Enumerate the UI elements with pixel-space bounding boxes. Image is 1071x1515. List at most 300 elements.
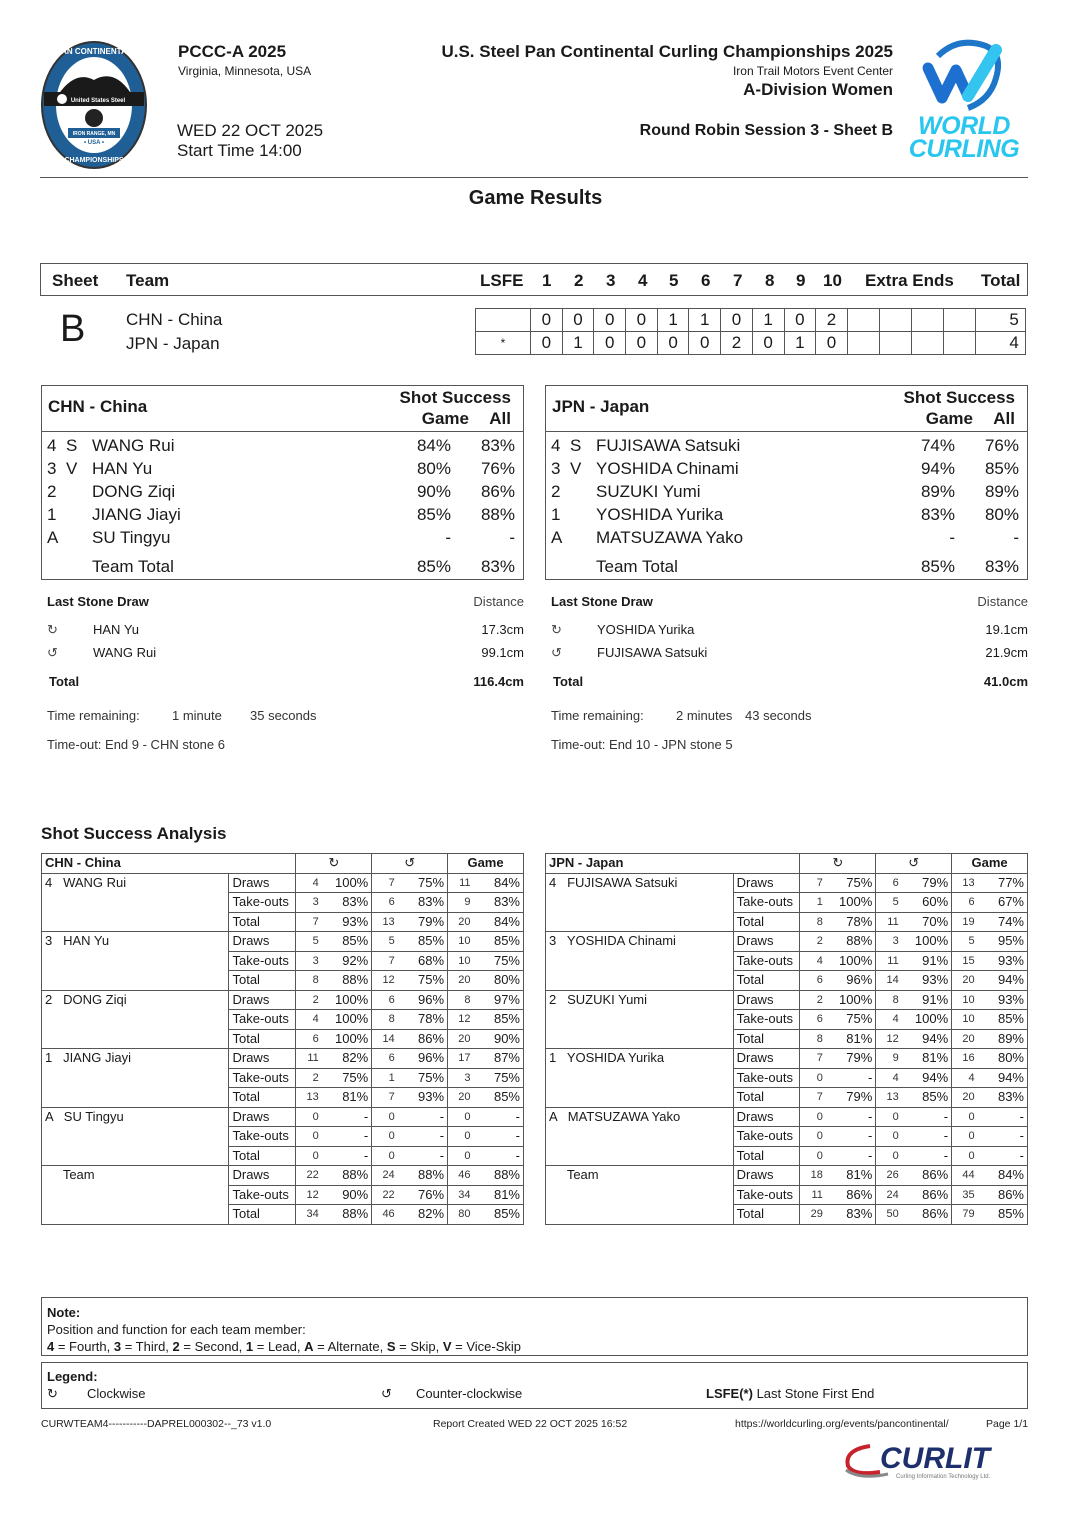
shot-pct: 88% [474,1166,524,1186]
shot-pct: 96% [398,1049,448,1069]
event-url[interactable]: https://worldcurling.org/events/pancontinental/ [735,1418,949,1430]
event-location: Virginia, Minnesota, USA [178,64,312,78]
shot-count: 0 [876,1146,902,1166]
shot-count: 7 [372,873,398,893]
shot-success-header: Shot Success Game All [399,388,511,428]
shot-count: 17 [448,1049,474,1069]
shot-count: 8 [800,1029,826,1049]
shot-pct: 88% [322,1205,372,1225]
ssa-player-name: 2 DONG Ziqi [42,990,229,1049]
shot-type: Take-outs [229,893,296,913]
col-end-10: 10 [823,271,842,290]
shot-type: Take-outs [733,893,800,913]
end-score: 1 [657,309,689,332]
shot-count: 20 [952,971,978,991]
ssa-row [546,1166,1028,1186]
counter-clockwise-icon: ↺ [876,854,952,874]
shot-count: 18 [800,1166,826,1186]
end-score: 1 [784,332,816,355]
shot-count: 11 [800,1185,826,1205]
shot-pct: 67% [978,893,1028,913]
shot-count: 0 [952,1107,978,1127]
ssa-player-name: Team [42,1166,229,1225]
shot-count: 20 [448,1029,474,1049]
shot-count: 0 [296,1127,322,1147]
legend-box [41,1362,1028,1409]
shot-pct: 75% [398,971,448,991]
shot-pct: 75% [398,873,448,893]
shot-pct: 79% [398,912,448,932]
shot-type: Total [733,1146,800,1166]
shot-pct: - [978,1107,1028,1127]
ssa-team-header: JPN - Japan [546,854,800,874]
event-code: PCCC-A 2025 [178,42,287,61]
shot-count: 0 [800,1107,826,1127]
shot-count: 19 [952,912,978,932]
shot-count: 15 [952,951,978,971]
shot-type: Total [733,1088,800,1108]
shot-count: 6 [372,893,398,913]
shot-count: 12 [372,971,398,991]
end-score: 0 [594,332,626,355]
shot-count: 0 [372,1146,398,1166]
clockwise-icon: ↻ [551,622,562,637]
shot-count: 35 [952,1185,978,1205]
game-header: Game [952,854,1028,874]
shot-count: 4 [800,951,826,971]
total-score: 4 [975,332,1025,355]
shot-type: Total [733,912,800,932]
shot-type: Draws [229,990,296,1010]
shot-count: 50 [876,1205,902,1225]
note-line: Position and function for each team member: [47,1322,306,1337]
ssa-row [42,1049,524,1069]
end-score: 0 [626,332,658,355]
pan-continental-logo-icon [40,40,148,170]
shot-count: 0 [296,1107,322,1127]
game-header: Game [448,854,524,874]
shot-pct: 88% [398,1166,448,1186]
shot-type: Take-outs [733,1185,800,1205]
time-remaining: Time remaining: 1 minute 35 seconds [47,708,317,723]
shot-pct: 79% [902,873,952,893]
shot-count: 8 [296,971,322,991]
counter-clockwise-icon: ↺ [551,645,562,660]
shot-pct: 75% [398,1068,448,1088]
header-divider [40,177,1028,178]
shot-type: Total [229,912,296,932]
shot-count: 14 [372,1029,398,1049]
col-extra-ends: Extra Ends [865,271,954,290]
end-score: 0 [562,309,594,332]
team-box-chn [41,385,524,580]
shot-count: 5 [296,932,322,952]
shot-count: 2 [296,1068,322,1088]
team-name-chn: CHN - China [126,310,223,329]
lsfe-cell [476,309,531,332]
shot-count: 6 [372,990,398,1010]
shot-type: Take-outs [229,1068,296,1088]
shot-pct: - [322,1146,372,1166]
player-row: 1 JIANG Jiayi 85% 88% [47,505,515,524]
scoreboard-header [40,263,1028,296]
linescore-row-jpn [476,332,1026,355]
shot-pct: 74% [978,912,1028,932]
shot-pct: 90% [322,1185,372,1205]
ssa-table-chn [41,853,524,1225]
shot-count: 12 [296,1185,322,1205]
shot-count: 13 [296,1088,322,1108]
shot-count: 4 [296,873,322,893]
shot-pct: 91% [902,990,952,1010]
shot-type: Take-outs [229,1185,296,1205]
shot-pct: 85% [902,1088,952,1108]
end-score: 0 [626,309,658,332]
shot-pct: 85% [474,932,524,952]
shot-success-header: Shot Success Game All [903,388,1015,428]
shot-pct: 85% [978,1205,1028,1225]
lsfe-cell: * [476,332,531,355]
shot-count: 20 [448,1088,474,1108]
shot-pct: - [978,1146,1028,1166]
col-end-2: 2 [574,271,584,290]
shot-pct: - [902,1146,952,1166]
shot-count: 3 [448,1068,474,1088]
shot-pct: 92% [322,951,372,971]
shot-count: 26 [876,1166,902,1186]
shot-pct: 93% [322,912,372,932]
shot-count: 6 [296,1029,322,1049]
shot-count: 10 [952,1010,978,1030]
end-score: 0 [752,332,784,355]
svg-text:CHAMPIONSHIPS: CHAMPIONSHIPS [64,157,124,164]
shot-count: 7 [296,912,322,932]
shot-count: 0 [448,1146,474,1166]
col-team: Team [126,271,170,290]
linescore-row-chn [476,309,1026,332]
shot-count: 14 [876,971,902,991]
ssa-header-row [546,854,1028,874]
shot-type: Take-outs [733,951,800,971]
shot-type: Draws [733,1107,800,1127]
shot-pct: 100% [902,932,952,952]
shot-count: 10 [448,932,474,952]
shot-pct: 84% [978,1166,1028,1186]
lsd-row: ↻ HAN Yu 17.3cm [47,622,524,637]
shot-count: 7 [372,1088,398,1108]
page-title: Game Results [468,187,603,209]
event-datetime [177,121,323,161]
world-curling-logo [898,38,1030,166]
shot-pct: 84% [474,873,524,893]
shot-pct: 94% [978,971,1028,991]
shot-count: 44 [952,1166,978,1186]
shot-pct: 80% [474,971,524,991]
event-info [178,42,311,78]
shot-count: 0 [800,1127,826,1147]
extra-end-score [879,332,911,355]
shot-type: Total [229,1088,296,1108]
shot-pct: 79% [826,1049,876,1069]
linescore-table [475,308,1026,355]
shot-pct: 77% [978,873,1028,893]
svg-text:• USA •: • USA • [84,140,104,146]
shot-count: 9 [876,1049,902,1069]
counter-clockwise-icon: ↺ [381,1386,392,1401]
shot-pct: 75% [474,1068,524,1088]
shot-pct: 76% [398,1185,448,1205]
team-box-header [546,386,1027,432]
extra-end-score [911,332,943,355]
shot-count: 0 [372,1127,398,1147]
shot-pct: 81% [474,1185,524,1205]
shot-count: 10 [952,990,978,1010]
shot-type: Draws [733,1166,800,1186]
venue: Iron Trail Motors Event Center [732,64,893,78]
shot-pct: 94% [902,1029,952,1049]
event-title: U.S. Steel Pan Continental Curling Championships 2025 [441,42,893,61]
shot-pct: - [826,1146,876,1166]
shot-pct: - [398,1107,448,1127]
shot-pct: - [322,1127,372,1147]
ssa-player-name: 2 SUZUKI Yumi [546,990,734,1049]
championship-info [441,42,893,100]
shot-count: 8 [448,990,474,1010]
shot-pct: 86% [902,1166,952,1186]
shot-count: 11 [448,873,474,893]
end-score: 0 [531,309,563,332]
shot-count: 5 [952,932,978,952]
player-row: A SU Tingyu - - [47,528,515,547]
team-total-row: Team Total 85% 83% [596,557,1019,576]
ssa-player-name: 1 YOSHIDA Yurika [546,1049,734,1108]
team-box-title: JPN - Japan [552,397,650,416]
shot-count: 0 [952,1127,978,1147]
time-remaining: Time remaining: 2 minutes 43 seconds [551,708,812,723]
player-row: 4 S WANG Rui 84% 83% [47,436,515,455]
ssa-player-name: 1 JIANG Jiayi [42,1049,229,1108]
shot-pct: 89% [978,1029,1028,1049]
col-end-3: 3 [606,271,616,290]
shot-count: 12 [448,1010,474,1030]
shot-count: 10 [448,951,474,971]
end-score: 1 [562,332,594,355]
shot-count: 22 [296,1166,322,1186]
col-sheet: Sheet [52,271,99,290]
player-row: 1 YOSHIDA Yurika 83% 80% [551,505,1019,524]
extra-end-score [943,332,975,355]
shot-count: 4 [876,1010,902,1030]
shot-pct: 95% [978,932,1028,952]
col-total: Total [981,271,1021,290]
shot-count: 34 [296,1205,322,1225]
shot-pct: 85% [322,932,372,952]
shot-count: 5 [876,893,902,913]
ssa-player-name: 3 HAN Yu [42,932,229,991]
shot-pct: 78% [398,1010,448,1030]
shot-count: 11 [876,951,902,971]
shot-pct: - [398,1127,448,1147]
shot-type: Draws [733,873,800,893]
lsd-title: Last Stone Draw [551,594,653,609]
curlit-swoosh-icon [840,1440,1030,1482]
shot-count: 0 [876,1107,902,1127]
extra-end-score [847,332,879,355]
shot-count: 16 [952,1049,978,1069]
shot-count: 2 [800,932,826,952]
legend-title: Legend: [47,1369,98,1384]
total-score: 5 [975,309,1025,332]
event-date: WED 22 OCT 2025 [177,121,324,140]
sheet-letter: B [60,308,86,350]
shot-count: 6 [800,971,826,991]
shot-pct: - [826,1127,876,1147]
note-position-key: 4 = Fourth, 3 = Third, 2 = Second, 1 = Lead, A = Alternate, S = Skip, V = Vice-Skip [47,1339,522,1354]
lsd-distance-label: Distance [473,594,524,609]
shot-pct: 100% [322,990,372,1010]
shot-count: 46 [448,1166,474,1186]
shot-count: 7 [800,1049,826,1069]
team-total-row: Team Total 85% 83% [92,557,515,576]
shot-type: Draws [733,1049,800,1069]
ssa-row [546,1049,1028,1069]
shot-pct: 60% [902,893,952,913]
shot-count: 0 [448,1107,474,1127]
shot-type: Draws [229,1049,296,1069]
shot-count: 3 [296,951,322,971]
shot-type: Total [733,1029,800,1049]
lsfe-legend: LSFE(*) Last Stone First End [706,1386,875,1401]
ssa-row [42,1166,524,1186]
shot-pct: 93% [978,990,1028,1010]
shot-pct: 70% [902,912,952,932]
shot-pct: 100% [826,990,876,1010]
lsd-total: Total 116.4cm [49,674,524,689]
shot-pct: 81% [322,1088,372,1108]
ssa-row [546,1107,1028,1127]
shot-count: 13 [952,873,978,893]
shot-count: 2 [296,990,322,1010]
shot-count: 8 [372,1010,398,1030]
ssa-title: Shot Success Analysis [41,824,227,843]
team-box-header [42,386,523,432]
shot-pct: 75% [826,873,876,893]
shot-pct: 85% [398,932,448,952]
shot-pct: 93% [978,951,1028,971]
start-time: Start Time 14:00 [177,141,302,160]
shot-count: 0 [800,1068,826,1088]
shot-pct: 91% [902,951,952,971]
shot-pct: 85% [978,1010,1028,1030]
shot-pct: 81% [902,1049,952,1069]
shot-pct: 83% [398,893,448,913]
note-title: Note: [47,1305,81,1320]
world-curling-swoosh-icon [898,38,1030,116]
shot-count: 5 [372,932,398,952]
shot-type: Total [733,1205,800,1225]
extra-end-score [943,309,975,332]
end-score: 0 [531,332,563,355]
end-score: 0 [689,332,721,355]
division: A-Division Women [743,80,893,99]
svg-text:PAN CONTINENTAL: PAN CONTINENTAL [56,47,132,56]
shot-count: 6 [876,873,902,893]
shot-pct: - [902,1127,952,1147]
shot-type: Take-outs [733,1127,800,1147]
player-row: A MATSUZAWA Yako - - [551,528,1019,547]
end-score: 0 [784,309,816,332]
shot-count: 46 [372,1205,398,1225]
shot-count: 34 [448,1185,474,1205]
world-curling-wordmark: WORLD CURLING [908,112,1020,163]
shot-count: 0 [296,1146,322,1166]
shot-pct: 90% [474,1029,524,1049]
shot-pct: 85% [474,1205,524,1225]
shot-count: 20 [952,1029,978,1049]
shot-pct: 100% [322,1010,372,1030]
shot-pct: 100% [322,873,372,893]
shot-pct: - [474,1127,524,1147]
shot-count: 20 [448,912,474,932]
shot-pct: - [978,1127,1028,1147]
shot-pct: 96% [398,990,448,1010]
shot-count: 24 [372,1166,398,1186]
lsd-title: Last Stone Draw [47,594,149,609]
shot-pct: 94% [978,1068,1028,1088]
shot-pct: 94% [902,1068,952,1088]
shot-pct: 83% [826,1205,876,1225]
shot-count: 29 [800,1205,826,1225]
shot-count: 9 [448,893,474,913]
shot-pct: - [826,1068,876,1088]
ssa-team-header: CHN - China [42,854,296,874]
shot-count: 8 [876,990,902,1010]
shot-count: 1 [800,893,826,913]
svg-text:United States Steel: United States Steel [70,98,126,104]
player-row: 3 V HAN Yu 80% 76% [47,459,515,478]
shot-count: 7 [800,1088,826,1108]
col-end-7: 7 [733,271,743,290]
player-row: 4 S FUJISAWA Satsuki 74% 76% [551,436,1019,455]
player-row: 2 SUZUKI Yumi 89% 89% [551,482,1019,501]
svg-text:IRON RANGE, MN: IRON RANGE, MN [72,131,116,137]
shot-pct: 81% [826,1166,876,1186]
shot-count: 4 [296,1010,322,1030]
shot-type: Draws [733,932,800,952]
shot-count: 0 [372,1107,398,1127]
end-score: 1 [689,309,721,332]
shot-count: 24 [876,1185,902,1205]
ssa-player-name: 4 WANG Rui [42,873,229,932]
shot-count: 4 [952,1068,978,1088]
col-end-6: 6 [701,271,711,290]
col-end-5: 5 [669,271,679,290]
shot-count: 6 [800,1010,826,1030]
ssa-row [42,1107,524,1127]
shot-pct: - [826,1107,876,1127]
shot-pct: 100% [322,1029,372,1049]
shot-count: 79 [952,1205,978,1225]
clockwise-icon: ↻ [47,1386,58,1401]
shot-pct: 100% [826,893,876,913]
curlit-logo [840,1440,1030,1482]
shot-count: 1 [372,1068,398,1088]
shot-pct: 97% [474,990,524,1010]
counter-clockwise-label: Counter-clockwise [416,1386,523,1401]
shot-count: 13 [372,912,398,932]
ssa-row [42,990,524,1010]
lsd-row: ↻ YOSHIDA Yurika 19.1cm [551,622,1028,637]
